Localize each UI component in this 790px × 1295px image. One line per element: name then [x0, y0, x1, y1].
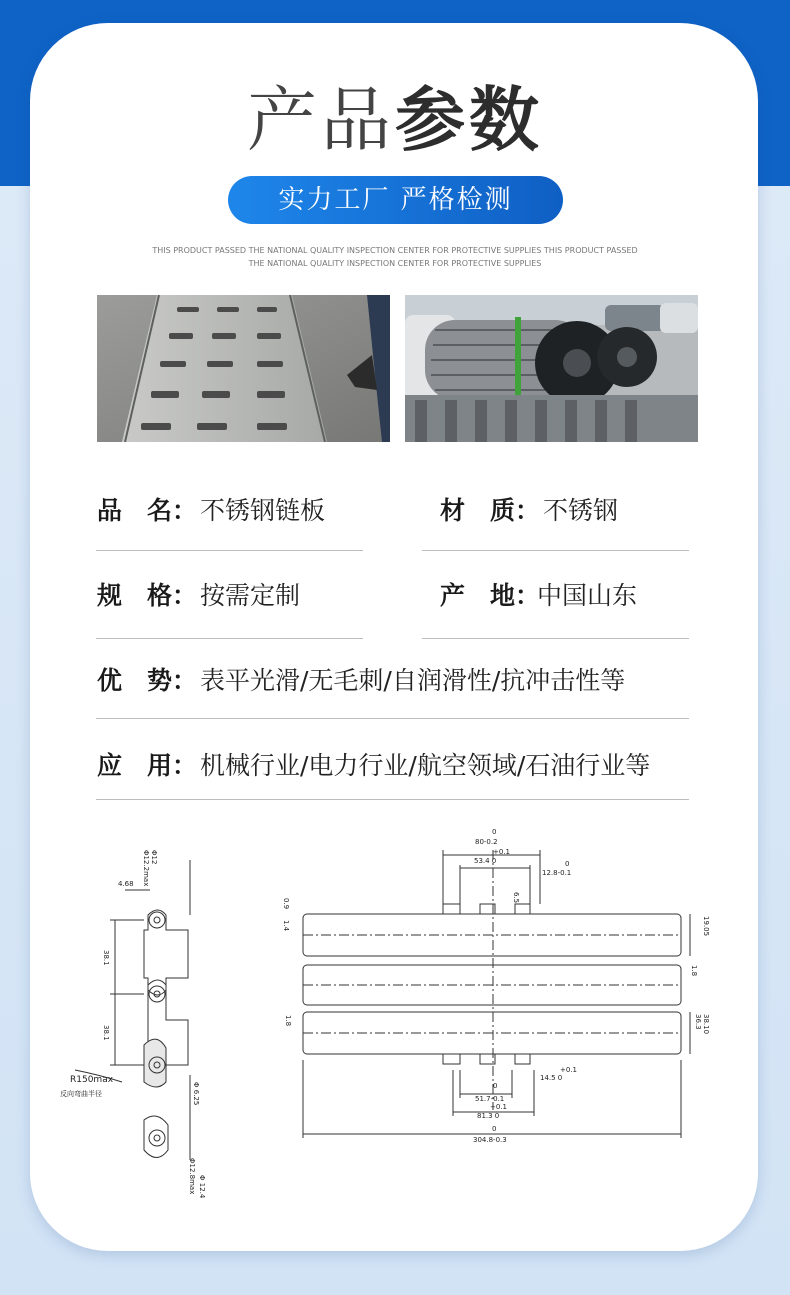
dim-3810: 38.10 — [702, 1014, 710, 1035]
dim-3048: 304.8-0.3 — [473, 1136, 507, 1144]
dim-468: 4.68 — [118, 880, 134, 888]
dim-534: 53.4 0 — [474, 857, 497, 865]
dim-813: 81.3 0 — [477, 1112, 500, 1120]
technical-drawing — [40, 820, 740, 1220]
dim-124: Φ 12.4 — [198, 1175, 206, 1199]
dim-128-top: 0 — [565, 860, 570, 868]
dim-381a: 38.1 — [102, 950, 110, 966]
inspection-subtext — [120, 244, 670, 270]
dim-517-top: 0 — [493, 1082, 498, 1090]
spec-label: 规 格： — [97, 581, 198, 610]
rolled-chain-image — [405, 295, 698, 442]
dim-363: 36.3 — [694, 1014, 702, 1030]
material-value: 不锈钢 — [543, 496, 619, 525]
divider — [96, 799, 689, 800]
factory-badge: 实力工厂 严格检测 — [228, 176, 563, 224]
material-label: 材 质： — [440, 496, 541, 525]
dim-d12max: Φ12.2max — [142, 850, 150, 887]
origin-label: 产 地： — [440, 581, 541, 610]
application-label: 应 用： — [97, 751, 198, 780]
dim-80-top: 0 — [492, 828, 497, 836]
title-light: 产品 — [247, 79, 395, 161]
dim-145: 14.5 0 — [540, 1074, 563, 1082]
dim-d12: Φ12 — [150, 850, 158, 865]
dim-14: 1.4 — [282, 920, 290, 932]
dim-625: Φ 6.25 — [192, 1082, 200, 1106]
origin-value: 中国山东 — [537, 581, 638, 610]
reverse-radius-note: 反向弯曲半径 — [60, 1090, 102, 1098]
side-view — [75, 860, 190, 1160]
dim-534-top: +0.1 — [493, 848, 510, 856]
title-bold: 参数 — [395, 79, 543, 161]
dim-65: 6.5 — [512, 892, 520, 904]
dim-381b: 38.1 — [102, 1025, 110, 1041]
subtext-line-2: THE NATIONAL QUALITY INSPECTION CENTER FOR PROTECTIVE SUPPLIES — [248, 259, 542, 268]
dim-128max: Φ12.8max — [188, 1158, 196, 1195]
divider — [96, 718, 689, 719]
rolled-chain-photo — [405, 295, 698, 442]
dim-18a: 1.8 — [690, 965, 698, 977]
dim-1905: 19.05 — [702, 916, 710, 937]
dim-517: 51.7-0.1 — [475, 1095, 505, 1103]
divider — [422, 550, 689, 551]
name-label: 品 名： — [97, 496, 198, 525]
divider — [96, 550, 363, 551]
dim-128: 12.8-0.1 — [542, 869, 572, 877]
page-title — [0, 78, 790, 162]
spec-value: 按需定制 — [200, 581, 301, 610]
chain-plate-photo — [97, 295, 390, 442]
advantage-value: 表平光滑/无毛刺/自润滑性/抗冲击性等 — [200, 666, 626, 695]
advantage-label: 优 势： — [97, 666, 198, 695]
divider — [96, 638, 363, 639]
dim-813-top: +0.1 — [490, 1103, 507, 1111]
dim-r150: R150max — [70, 1075, 114, 1085]
dim-18b: 1.8 — [284, 1015, 292, 1027]
dim-09: 0.9 — [282, 898, 290, 910]
chain-plate-image — [97, 295, 390, 442]
application-value: 机械行业/电力行业/航空领域/石油行业等 — [200, 751, 651, 780]
dim-145-top: +0.1 — [560, 1066, 577, 1074]
subtext-line-1: THIS PRODUCT PASSED THE NATIONAL QUALITY INSPECTION CENTER FOR PROTECTIVE SUPPLIES THIS PRODUCT PASSED — [152, 246, 638, 255]
dim-80: 80-0.2 — [475, 838, 498, 846]
divider — [422, 638, 689, 639]
name-value: 不锈钢链板 — [200, 496, 326, 525]
dim-3048-top: 0 — [492, 1125, 497, 1133]
